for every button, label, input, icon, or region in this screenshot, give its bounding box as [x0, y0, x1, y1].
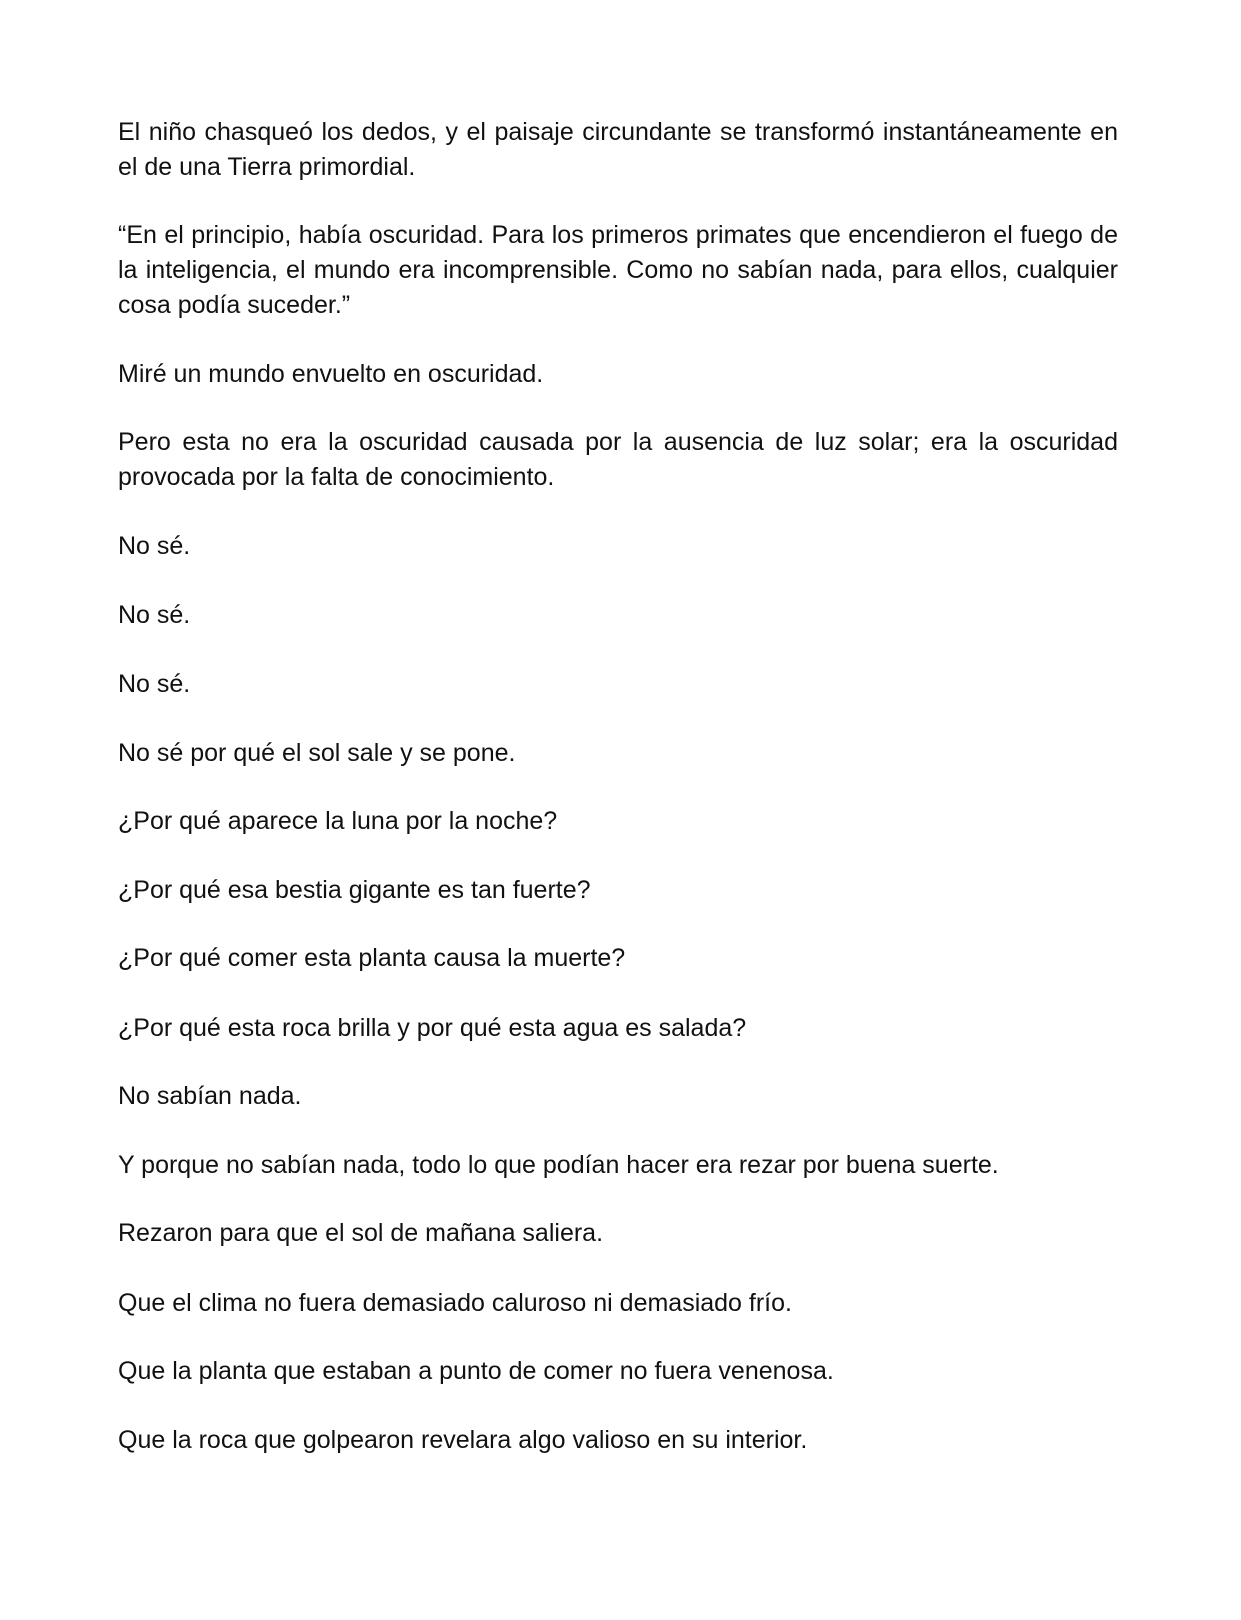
paragraph-4: Pero esta no era la oscuridad causada por la ausencia de luz solar; era la oscuridad provocada por la falta de conocimiento. [118, 428, 1118, 491]
paragraph-10: ¿Por qué esa bestia gigante es tan fuerte? [118, 876, 591, 904]
paragraph-3: Miré un mundo envuelto en oscuridad. [118, 360, 544, 388]
paragraph-12: ¿Por qué esta roca brilla y por qué esta agua es salada? [118, 1014, 747, 1042]
paragraph-18: Que la roca que golpearon revelara algo valioso en su interior. [118, 1426, 808, 1454]
paragraph-16: Que el clima no fuera demasiado caluroso ni demasiado frío. [118, 1289, 792, 1317]
paragraph-5: No sé. [118, 532, 191, 560]
paragraph-11: ¿Por qué comer esta planta causa la muerte? [118, 944, 626, 972]
paragraph-1: El niño chasqueó los dedos, y el paisaje circundante se transformó instantáneamente en el de una Tierra primordial. [118, 118, 1118, 181]
paragraph-14: Y porque no sabían nada, todo lo que podían hacer era rezar por buena suerte. [118, 1151, 999, 1179]
paragraph-9: ¿Por qué aparece la luna por la noche? [118, 807, 558, 835]
paragraph-13: No sabían nada. [118, 1082, 302, 1110]
paragraph-15: Rezaron para que el sol de mañana saliera. [118, 1219, 604, 1247]
paragraph-8: No sé por qué el sol sale y se pone. [118, 739, 516, 767]
paragraph-17: Que la planta que estaban a punto de comer no fuera venenosa. [118, 1357, 834, 1385]
paragraph-2: “En el principio, había oscuridad. Para los primeros primates que encendieron el fuego de la inteligencia, el mundo era incomprensible. Como no sabían nada, para ellos, cualquier cosa podía suceder.” [118, 221, 1118, 319]
paragraph-6: No sé. [118, 601, 191, 629]
paragraph-7: No sé. [118, 670, 191, 698]
